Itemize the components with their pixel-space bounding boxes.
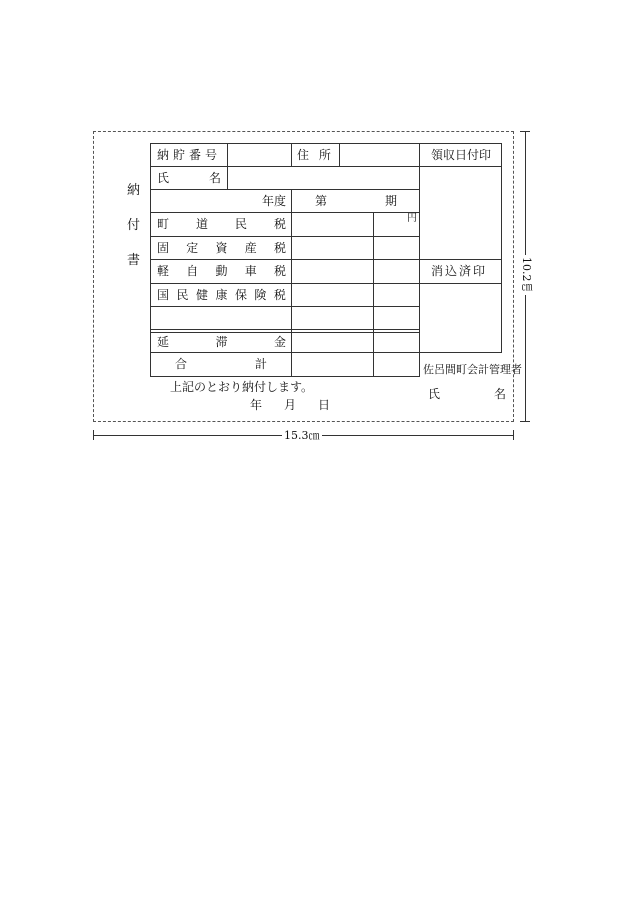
signer-name-label: 氏 名 xyxy=(428,387,506,401)
tax-row-label: 国 民 健 康 保 険 税 xyxy=(157,288,286,302)
side-label-2: 付 xyxy=(127,218,141,233)
address-label: 住 所 xyxy=(297,148,334,162)
payment-date: 年 月 日 xyxy=(250,398,330,412)
width-dimension-label: 15.3㎝ xyxy=(284,429,320,442)
period-label: 第 期 xyxy=(315,194,397,208)
name-label: 氏 名 xyxy=(157,171,221,185)
late-fee-label: 延 滞 金 xyxy=(157,335,286,349)
side-label-3: 書 xyxy=(127,253,141,268)
treasurer-label: 佐呂間町会計管理者 xyxy=(423,363,522,376)
tax-row-label: 軽 自 動 車 税 xyxy=(157,264,286,278)
receipt-date-stamp-label: 領収日付印 xyxy=(431,148,492,162)
tax-row-label: 町 道 民 税 xyxy=(157,217,286,231)
tax-number-label: 納貯番号 xyxy=(157,148,222,162)
paid-stamp-label: 消込済印 xyxy=(431,264,488,278)
fiscal-year-label: 年度 xyxy=(262,194,287,208)
payment-notice: 上記のとおり納付します。 xyxy=(170,380,314,394)
side-label-1: 納 xyxy=(127,183,141,198)
yen-unit: 円 xyxy=(407,213,417,224)
tax-row-label: 固 定 資 産 税 xyxy=(157,241,286,255)
height-dimension-label: 10.2㎝ xyxy=(520,257,533,293)
total-label: 合 計 xyxy=(175,357,267,371)
